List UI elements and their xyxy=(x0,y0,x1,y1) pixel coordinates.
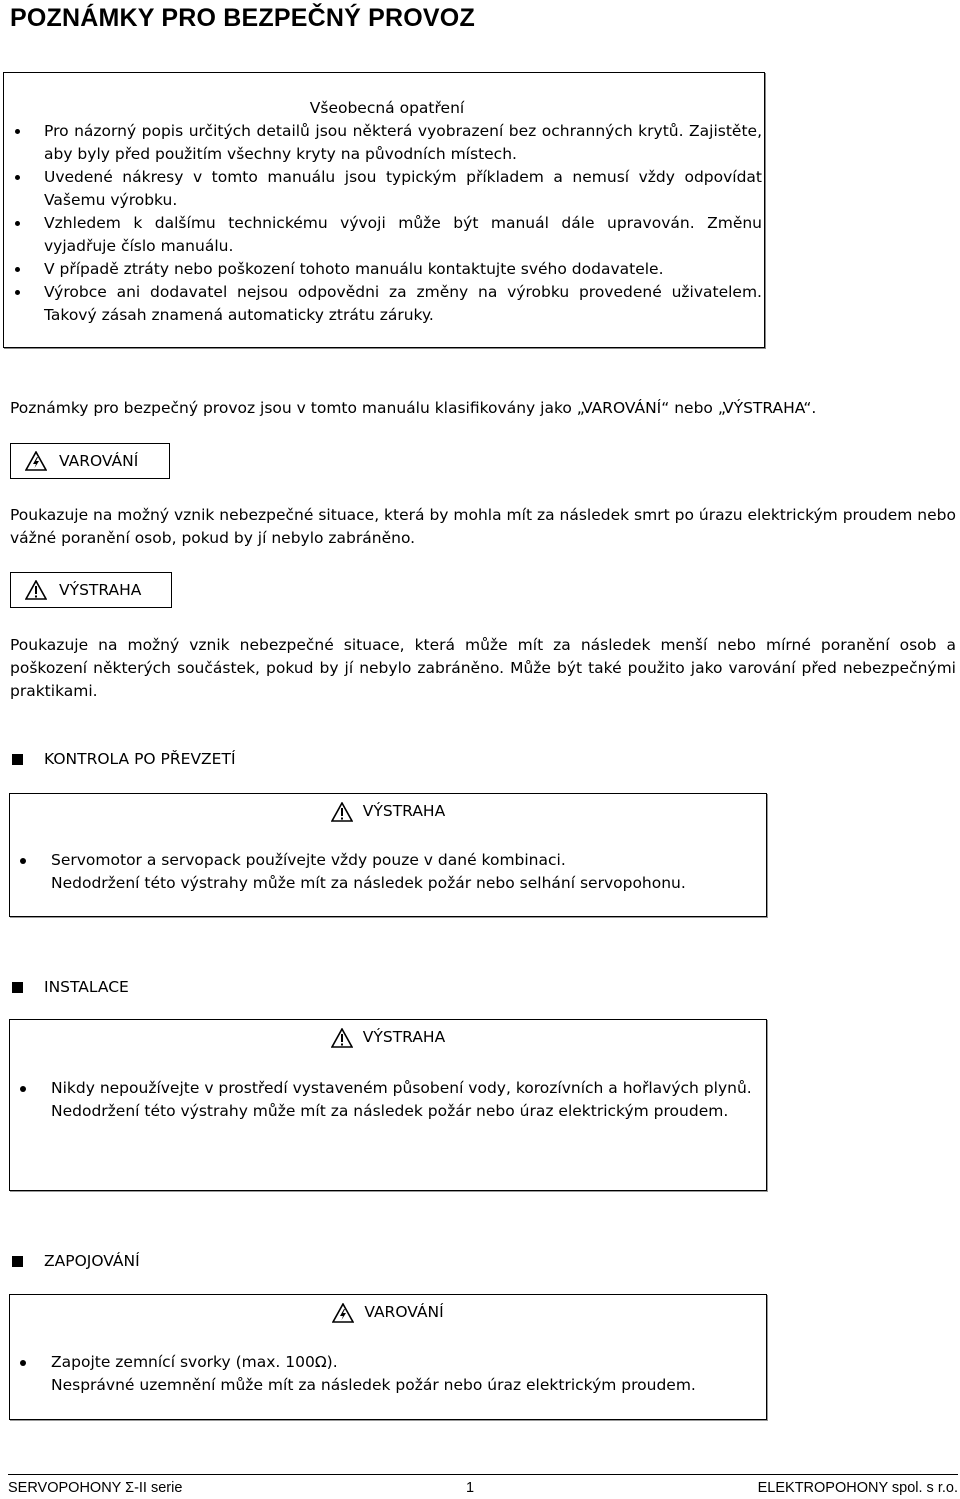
footer-company: ELEKTROPOHONY spol. s r.o. xyxy=(757,1480,958,1496)
warning-box-body xyxy=(51,849,759,895)
warning-text: Zapojte zemnící svorky (max. 100Ω). xyxy=(51,1351,759,1374)
varovani-label: VAROVÁNÍ xyxy=(59,451,139,470)
warning-text: Nikdy nepoužívejte v prostředí vystaveném působení vody, korozívních a hořlavých plynů. xyxy=(51,1077,759,1100)
page-footer xyxy=(8,1474,958,1499)
general-precautions-heading: Všeobecná opatření xyxy=(309,99,465,117)
vystraha-label-box xyxy=(10,572,172,608)
warning-consequence: Nedodržení této výstrahy může mít za následek požár nebo úraz elektrickým proudem. xyxy=(51,1102,729,1120)
footer-product: SERVOPOHONY Σ-II serie xyxy=(8,1480,183,1496)
vystraha-label: VÝSTRAHA xyxy=(59,580,142,599)
electric-hazard-icon xyxy=(25,451,47,471)
electric-hazard-icon xyxy=(332,1303,354,1323)
black-square-bullet xyxy=(12,754,23,765)
warning-box-label: VÝSTRAHA xyxy=(362,1028,446,1046)
list-item: Uvedené nákresy v tomto manuálu jsou typickým příkladem a nemusí vždy odpovídat Vašemu výrobku. xyxy=(44,166,762,212)
warning-box-label: VAROVÁNÍ xyxy=(364,1303,444,1321)
caution-triangle-icon xyxy=(331,802,353,822)
warning-consequence: Nedodržení této výstrahy může mít za následek požár nebo selhání servopohonu. xyxy=(51,874,686,892)
varovani-label-box xyxy=(10,443,170,479)
footer-page-number: 1 xyxy=(466,1480,475,1496)
general-precautions-list xyxy=(44,120,762,327)
list-item: Pro názorný popis určitých detailů jsou některá vyobrazení bez ochranných krytů. Zajistěte, aby byly před použitím všechny kryty na původních místech. xyxy=(44,120,762,166)
general-precautions-box xyxy=(3,72,765,348)
classification-note: Poznámky pro bezpečný provoz jsou v tomto manuálu klasifikovány jako „VAROVÁNÍ“ nebo „VÝSTRAHA“. xyxy=(10,399,817,417)
black-square-bullet xyxy=(12,1256,23,1267)
warning-text: Servomotor a servopack používejte vždy pouze v dané kombinaci. xyxy=(51,849,759,872)
warning-box-header xyxy=(10,1026,766,1049)
kontrola-warning-box xyxy=(9,793,767,917)
section-heading-label: ZAPOJOVÁNÍ xyxy=(44,1252,140,1270)
caution-triangle-icon xyxy=(25,580,47,600)
list-item: Vzhledem k dalšímu technickému vývoji může být manuál dále upravován. Změnu vyjadřuje číslo manuálu. xyxy=(44,212,762,258)
warning-consequence: Nesprávné uzemnění může mít za následek požár nebo úraz elektrickým proudem. xyxy=(51,1376,696,1394)
caution-triangle-icon xyxy=(331,1028,353,1048)
warning-box-header xyxy=(10,800,766,823)
list-item: V případě ztráty nebo poškození tohoto manuálu kontaktujte svého dodavatele. xyxy=(44,258,762,281)
section-heading-label: INSTALACE xyxy=(44,978,129,996)
vystraha-description: Poukazuje na možný vznik nebezpečné situace, která může mít za následek menší nebo mírné poranění osob a poškození některých součástek, pokud by jí nebylo zabráněno. Může být také použito jako varování před nebezpečnými praktikami. xyxy=(10,636,956,700)
section-zapojovani-heading xyxy=(12,1250,140,1273)
list-item: Výrobce ani dodavatel nejsou odpovědni za změny na výrobku provedené uživatelem. Takový zásah znamená automaticky ztrátu záruky. xyxy=(44,281,762,327)
section-heading-label: KONTROLA PO PŘEVZETÍ xyxy=(44,750,236,768)
warning-box-body xyxy=(51,1351,759,1397)
zapojovani-warning-box xyxy=(9,1294,767,1420)
page-title: POZNÁMKY PRO BEZPEČNÝ PROVOZ xyxy=(10,4,475,32)
section-kontrola-heading xyxy=(12,748,236,771)
varovani-description: Poukazuje na možný vznik nebezpečné situace, která by mohla mít za následek smrt po úrazu elektrickým proudem nebo vážné poranění osob, pokud by jí nebylo zabráněno. xyxy=(10,506,956,547)
black-square-bullet xyxy=(12,982,23,993)
warning-box-header xyxy=(10,1301,766,1324)
instalace-warning-box xyxy=(9,1019,767,1191)
section-instalace-heading xyxy=(12,976,129,999)
warning-box-label: VÝSTRAHA xyxy=(362,802,446,820)
warning-box-body xyxy=(51,1077,759,1123)
